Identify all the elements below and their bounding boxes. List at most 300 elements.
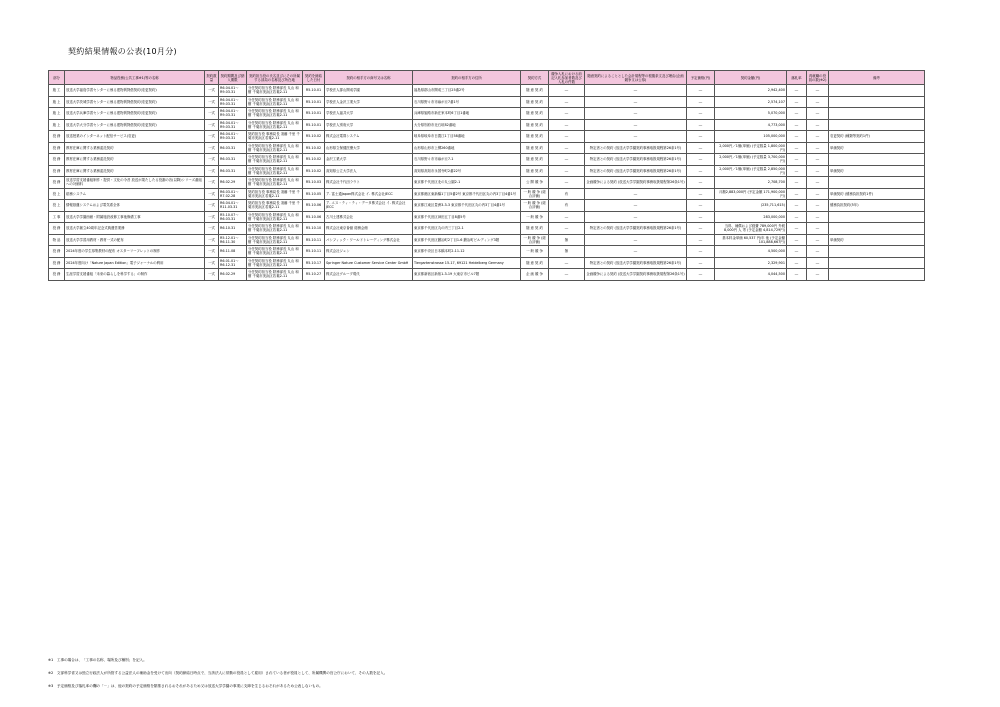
table-cell: 放送学習支援番組制作・提供・文化の今昔 放送が果たしたる役割の各(以降)シリーズ番組への対価料 <box>65 177 205 189</box>
table-cell: 企画競争による契約 (放送大学学園契約事務取扱規程第26条1号) <box>585 269 687 281</box>
table-cell: ― <box>787 108 807 120</box>
table-cell: ― <box>585 131 687 143</box>
table-cell: 当料、補償および経費 789,000円 外税8,000円 人 寄 (予定金額 4,814,729円) <box>715 223 787 235</box>
table-cell: 学校法人福井大学 <box>325 108 413 120</box>
table-cell: 随 意 契 約 <box>521 154 549 166</box>
table-cell: ― <box>687 188 715 200</box>
table-cell: 一式 <box>205 246 219 258</box>
table-cell: 一式 <box>205 223 219 235</box>
table-cell: R5.10.07～R6.03.31 <box>219 211 247 223</box>
table-cell: ― <box>807 96 829 108</box>
table-cell <box>829 211 925 223</box>
table-cell: 放送大学創立40周年記念式典運営業務 <box>65 223 205 235</box>
table-cell: R5.10.03 <box>303 177 325 189</box>
table-cell: 教材在庫に関する業務委託契約 <box>65 142 205 154</box>
table-cell: 単価契約 <box>829 165 925 177</box>
table-row <box>49 257 925 269</box>
table-cell: 株式会社ジェン <box>325 246 413 258</box>
table-cell: 役 上 <box>49 188 65 200</box>
column-header: 契約を締結した日付 <box>303 71 325 85</box>
table-cell: 放送大学兵庫学習センターに係る建物賃貸借契約(変更契約) <box>65 108 205 120</box>
table-cell: 東京都千代田区丸の内三丁目2-1 <box>413 223 521 235</box>
table-cell: ― <box>807 165 829 177</box>
table-cell: 一式 <box>205 131 219 143</box>
table-cell: ― <box>687 154 715 166</box>
table-cell: 基本料金単価 60,537 円/年 他 (予定金額 101,888,667円) <box>715 234 787 246</box>
table-cell: 一式 <box>205 108 219 120</box>
table-cell: 分任契約担当役 財務部長 丸山 和樹 千葉市美浜区若葉2-11 <box>247 177 303 189</box>
table-cell: ― <box>585 200 687 212</box>
table-cell: 学校法人別府大学 <box>325 119 413 131</box>
table-cell: ― <box>787 246 807 258</box>
column-header: 契約金額(円) <box>715 71 787 85</box>
table-cell: 一式 <box>205 119 219 131</box>
table-cell: R6.11.08 <box>219 246 247 258</box>
table-cell: R5.10.02 <box>303 131 325 143</box>
table-cell: ― <box>807 108 829 120</box>
table-cell: 5,070,000 <box>715 108 787 120</box>
table-cell: 放送大学茨城学習センターに係る建物賃貸借契約(変更契約) <box>65 96 205 108</box>
table-cell: 一式 <box>205 165 219 177</box>
table-row <box>49 223 925 235</box>
table-cell: ― <box>687 177 715 189</box>
table-cell: ― <box>807 234 829 246</box>
table-cell: ― <box>787 223 807 235</box>
table-cell: R5.10.01 <box>303 96 325 108</box>
table-cell: 一式 <box>205 257 219 269</box>
table-cell: ― <box>687 200 715 212</box>
table-cell: 単価契約 (債務負担契約1件) <box>829 188 925 200</box>
table-cell: ― <box>807 119 829 131</box>
table-cell: 株式会社電算システム <box>325 131 413 143</box>
table-cell: ― <box>787 234 807 246</box>
table-cell: 債務負担契約(5年) <box>829 200 925 212</box>
table-cell: 東京都新宿区新宿1-3-19 大東京市ビル7階 <box>413 269 521 281</box>
table-cell: R6.03.31 <box>219 165 247 177</box>
table-cell: 学校法人郡山開成学園 <box>325 85 413 97</box>
table-cell: 公 開 競 争 <box>521 177 549 189</box>
table-cell: 分任契約担当役 財務部長 丸山 和樹 千葉市美浜区若葉2-11 <box>247 223 303 235</box>
table-cell: 契約担当役 事務局長 須藤 千里 千葉市美浜区若葉2-11 <box>247 131 303 143</box>
table-cell: R6.04.01～R9.03.31 <box>219 85 247 97</box>
table-cell: 一式 <box>205 154 219 166</box>
table-cell: (235,711,615) <box>715 200 787 212</box>
table-cell: 石川県野々市市扇が丘7番1号 <box>413 96 521 108</box>
table-cell: 総務システム <box>65 188 205 200</box>
table-cell: 高知県公立大学法人 <box>325 165 413 177</box>
table-cell: 一式 <box>205 269 219 281</box>
table-cell: 物 品 <box>49 234 65 246</box>
table-cell: 役 務 <box>49 257 65 269</box>
table-cell: ― <box>585 188 687 200</box>
table-cell: ― <box>807 257 829 269</box>
column-header: 競争入札における前記入札参加者数及び入札の件数 <box>549 71 585 85</box>
table-cell: 大分県別府市北石垣82番地 <box>413 119 521 131</box>
table-cell: ― <box>687 119 715 131</box>
table-cell: 4,773,000 <box>715 119 787 131</box>
table-cell: 放送大学学習用教材・教材一式の配布 <box>65 234 205 246</box>
table-cell: ― <box>807 200 829 212</box>
table-cell: 2,000円／1個(単価) (予定数量 1,800,000円) <box>715 142 787 154</box>
table-cell: 随 意 契 約 <box>521 85 549 97</box>
table-cell: Tiergartenstrasse 15-17, 69121 Heidelberg Germany <box>413 257 521 269</box>
table-cell: 役 上 <box>49 200 65 212</box>
table-cell <box>829 85 925 97</box>
table-cell: R5.10.06 <box>303 211 325 223</box>
footnotes <box>48 658 948 697</box>
table-cell: R6.04.01～R9.03.31 <box>219 119 247 131</box>
table-cell: 役 務 <box>49 154 65 166</box>
table-cell: 月額2,883,000円 (予定金額 171,900,000円) <box>715 188 787 200</box>
table-row <box>49 154 925 166</box>
table-cell: R6.02.29 <box>219 177 247 189</box>
table-cell: ― <box>807 177 829 189</box>
table-cell: 役 務 <box>49 269 65 281</box>
table-cell: 随 意 契 約 <box>521 142 549 154</box>
table-header-row <box>49 71 925 85</box>
table-cell: 分任契約担当役 財務部長 丸山 和樹 千葉市美浜区若葉2-11 <box>247 234 303 246</box>
table-cell: 随 意 契 約 <box>521 165 549 177</box>
table-cell: 施 工 <box>49 85 65 97</box>
table-cell: ― <box>787 142 807 154</box>
table-cell: ― <box>549 96 585 108</box>
table-cell: 放送大学学園西館・附属施設改修工事他修繕工事 <box>65 211 205 223</box>
table-cell <box>829 246 925 258</box>
table-cell: ― <box>585 119 687 131</box>
table-cell: 随 意 契 約 <box>521 96 549 108</box>
table-cell: ― <box>807 246 829 258</box>
table-cell: R6.02.29 <box>219 269 247 281</box>
table-row <box>49 234 925 246</box>
table-cell: ― <box>549 211 585 223</box>
table-cell: R6.03.31 <box>219 142 247 154</box>
table-cell: 兵庫県姫路市新在家本町6丁目1番地 <box>413 108 521 120</box>
table-cell: 105,000,000 <box>715 131 787 143</box>
table-cell: 一 般 競 争 (総合評価) <box>521 234 549 246</box>
table-cell: 一式 <box>205 142 219 154</box>
table-cell: R6.01.01～R6.12.31 <box>219 257 247 269</box>
table-cell <box>829 154 925 166</box>
table-cell: 株式会社東京會舘 総務会館 <box>325 223 413 235</box>
table-cell: 特定者との契約 (放送大学学園契約事務取扱規程第26条1号) <box>585 223 687 235</box>
table-cell: ― <box>807 188 829 200</box>
table-cell: R5.12.01～R6.11.30 <box>219 234 247 246</box>
table-cell: 金沢工業大学 <box>325 154 413 166</box>
table-cell: ― <box>549 119 585 131</box>
table-cell: 古川土建株式会社 <box>325 211 413 223</box>
table-cell: 2,574,107 <box>715 96 787 108</box>
table-cell: R5.10.02 <box>303 154 325 166</box>
table-cell: ― <box>787 257 807 269</box>
table-cell: 工 事 <box>49 211 65 223</box>
table-cell: ― <box>687 234 715 246</box>
table-cell: 2,000円／1個(単価) (予定数量 2,850,000円) <box>715 165 787 177</box>
table-cell: 学校法人金沢工業大学 <box>325 96 413 108</box>
table-cell: ― <box>585 211 687 223</box>
table-cell: 役 務 <box>49 246 65 258</box>
table-cell: ― <box>549 142 585 154</box>
table-cell: ア. 富士通Japan株式会社 イ. 株式会社JECC <box>325 188 413 200</box>
table-cell <box>829 269 925 281</box>
table-cell: 役 務 <box>49 177 65 189</box>
table-row <box>49 85 925 97</box>
table-cell: 無 <box>549 234 585 246</box>
table-cell: ― <box>585 108 687 120</box>
column-header: 部分 <box>49 71 65 85</box>
column-header: 契約の相手方の商号又は名称 <box>325 71 413 85</box>
column-header: 物品役務(公共工事※1)等の名称 <box>65 71 205 85</box>
table-cell: ― <box>549 85 585 97</box>
table-cell: 随 意 契 約 <box>521 131 549 143</box>
table-cell: 分任契約担当役 財務部長 丸山 和樹 千葉市美浜区若葉2-11 <box>247 211 303 223</box>
table-cell: 役 務 <box>49 165 65 177</box>
table-cell: 分任契約担当役 財務部長 丸山 和樹 千葉市美浜区若葉2-11 <box>247 257 303 269</box>
table-cell: 企 画 競 争 <box>521 269 549 281</box>
table-cell: 分任契約担当役 財務部長 丸山 和樹 千葉市美浜区若葉2-11 <box>247 165 303 177</box>
table-cell: 分任契約担当役 財務部長 丸山 和樹 千葉市美浜区若葉2-11 <box>247 154 303 166</box>
table-cell: R5.10.06 <box>303 200 325 212</box>
table-cell <box>829 108 925 120</box>
table-cell: 2024年度の学生募集教材の配布 オスターリーフレットの制作 <box>65 246 205 258</box>
table-cell: 福島県郡山市開成三丁目25番2号 <box>413 85 521 97</box>
footnote: ※1 工事の場合は、「工事の名称、場所及び種別」を記入。 <box>48 658 147 662</box>
table-cell: ― <box>549 269 585 281</box>
table-cell: R6.10.31 <box>219 223 247 235</box>
table-cell: 高知県高知市永国寺町2番22号 <box>413 165 521 177</box>
table-cell: 教材在庫に関する業務委託契約 <box>65 165 205 177</box>
table-cell: R6.03.01～R7.02.28 <box>219 188 247 200</box>
column-header: 再就職の役員の数(※2) <box>807 71 829 85</box>
table-cell: ― <box>549 154 585 166</box>
table-cell: 契約担当役 事務局長 須藤 千里 千葉市美浜区若葉2-11 <box>247 200 303 212</box>
table-cell: 東京都千代田区北の丸公園2-1 <box>413 177 521 189</box>
table-cell: Springer Nature Customer Service Center GmbH <box>325 257 413 269</box>
table-cell: ― <box>787 154 807 166</box>
table-cell: 山形県山形市上柳260番地 <box>413 142 521 154</box>
table-cell: 放送授業のインターネット配信サービス(変更) <box>65 131 205 143</box>
table-cell: 施 上 <box>49 96 65 108</box>
table-cell: 株式会社千代田ラウト <box>325 177 413 189</box>
table-cell: 283,000,000 <box>715 211 787 223</box>
table-cell: 一 般 競 争 (総合評価) <box>521 200 549 212</box>
table-cell: 役 務 <box>49 131 65 143</box>
table-cell: 一式 <box>205 85 219 97</box>
table-row <box>49 96 925 108</box>
table-cell: 教材在庫に関する業務委託契約 <box>65 154 205 166</box>
table-cell: ― <box>687 165 715 177</box>
table-row <box>49 246 925 258</box>
table-cell: 山形県立保健医療大学 <box>325 142 413 154</box>
table-cell: ― <box>687 108 715 120</box>
table-cell: 施 上 <box>49 119 65 131</box>
table-cell: 東京都港区東新橋1丁目5番2号 東京都千代田区丸の内3丁目4番1号 <box>413 188 521 200</box>
table-cell: 随 意 契 約 <box>521 108 549 120</box>
table-cell: 分任契約担当役 財務部長 丸山 和樹 千葉市美浜区若葉2-11 <box>247 85 303 97</box>
table-cell: ― <box>787 96 807 108</box>
contract-results-table <box>48 70 925 281</box>
table-cell: ― <box>787 200 807 212</box>
table-cell: ― <box>687 85 715 97</box>
table-cell: 一式 <box>205 188 219 200</box>
table-cell: 一 般 競 争 (総合評価) <box>521 188 549 200</box>
table-cell: 2024年度向け「Nature Japan Edition」電子ジャーナルの利用 <box>65 257 205 269</box>
table-cell: ― <box>549 257 585 269</box>
table-cell: 一式 <box>205 177 219 189</box>
table-row <box>49 200 925 212</box>
table-cell: ― <box>687 223 715 235</box>
table-cell: ― <box>585 96 687 108</box>
table-cell: 東京都江東区豊洲3-3-3 東京都千代田区丸の内3丁目4番1号 <box>413 200 521 212</box>
table-cell: ― <box>585 246 687 258</box>
table-cell: ― <box>807 142 829 154</box>
table-cell: R6.04.01～R11.03.31 <box>219 200 247 212</box>
table-cell: ― <box>787 85 807 97</box>
table-cell: 生涯学習支援番組「未来の暮らしを科学する」の制作 <box>65 269 205 281</box>
table-cell: 契約担当役 事務局長 須藤 千里 千葉市美浜区若葉2-11 <box>247 188 303 200</box>
table-cell: ― <box>807 223 829 235</box>
table-cell: 役 務 <box>49 223 65 235</box>
table-row <box>49 269 925 281</box>
table-cell: ― <box>687 211 715 223</box>
table-cell: R6.03.31 <box>219 154 247 166</box>
table-cell <box>829 177 925 189</box>
table-cell: ― <box>687 257 715 269</box>
table-cell: ― <box>687 142 715 154</box>
table-cell: R5.10.01 <box>303 108 325 120</box>
table-cell: ― <box>687 131 715 143</box>
table-cell <box>829 119 925 131</box>
table-cell: ― <box>787 177 807 189</box>
table-row <box>49 188 925 200</box>
table-cell: R5.10.01 <box>303 85 325 97</box>
table-cell: 2,000円／1個(単価) (予定数量 3,700,000円) <box>715 154 787 166</box>
table-cell: ― <box>787 165 807 177</box>
table-cell: 放送大学大分学習センターに係る建物賃貸借契約(変更契約) <box>65 119 205 131</box>
column-header: 契約数量 <box>205 71 219 85</box>
table-cell: ― <box>549 177 585 189</box>
footnote: ※2 文部科学省又は独立行政法人が所管する公益法人の補助金を受けて出向（契約締結日時点で、当該法人に常勤の役員として雇用）されている者が役員として、所属機関の官公庁において、その人数を記入。 <box>48 671 388 675</box>
table-row <box>49 177 925 189</box>
table-cell: R5.10.02 <box>303 165 325 177</box>
table-cell: ― <box>585 85 687 97</box>
table-cell: 株式会社グループ現代 <box>325 269 413 281</box>
table-cell: 岐阜県岐阜市日置江1丁目58番地 <box>413 131 521 143</box>
table-cell: ― <box>549 165 585 177</box>
table-cell: 随 意 契 約 <box>521 223 549 235</box>
table-cell: ― <box>807 131 829 143</box>
table-cell: ― <box>807 269 829 281</box>
table-cell: ア. エヌ・ティ・ティ・データ株式会社 イ. 株式会社JECC <box>325 200 413 212</box>
column-header: 契約方式 <box>521 71 549 85</box>
table-cell: 一 般 競 争 <box>521 211 549 223</box>
table-cell: 施 上 <box>49 108 65 120</box>
table-cell: 随 意 契 約 <box>521 119 549 131</box>
table-cell: R5.10.11 <box>303 234 325 246</box>
table-cell: 東京都千代田区鍛冶町2丁目1-6 鍛冶町ビルディング3階 <box>413 234 521 246</box>
table-cell: ― <box>687 246 715 258</box>
footnote: ※3 予定価格及び落札率の欄の「－」は、他の契約の予定価格を類推されるおそれがあるため又は放送大学学園の事業に支障を生じるおそれがあるため公表しないもの。 <box>48 684 323 688</box>
column-header: 随意契約によることとした会計規程等の根拠条文及び理由(企画競争又は公募) <box>585 71 687 85</box>
table-cell: ― <box>687 269 715 281</box>
table-cell: 企画競争による契約 (放送大学学園契約事務取扱規程第26条1号) <box>585 177 687 189</box>
table-cell: 単価契約 <box>829 142 925 154</box>
table-cell: 分任契約担当役 財務部長 丸山 和樹 千葉市美浜区若葉2-11 <box>247 142 303 154</box>
table-cell: ― <box>787 119 807 131</box>
table-cell: 変更契約 (種類等契約1件) <box>829 131 925 143</box>
table-row <box>49 108 925 120</box>
table-cell: 情報基盤システムおよび電気系全体 <box>65 200 205 212</box>
table-cell: 分任契約担当役 財務部長 丸山 和樹 千葉市美浜区若葉2-11 <box>247 269 303 281</box>
table-cell: 4,500,000 <box>715 246 787 258</box>
table-cell: ― <box>807 154 829 166</box>
table-cell: 一式 <box>205 211 219 223</box>
table-cell: 特定者との契約 (放送大学学園契約事務取扱規程第26条1号) <box>585 154 687 166</box>
page-title: 契約結果情報の公表(10月分) <box>68 47 177 56</box>
table-cell: 4,044,500 <box>715 269 787 281</box>
table-cell: 一式 <box>205 96 219 108</box>
table-cell: ― <box>787 131 807 143</box>
table-cell: 有 <box>549 188 585 200</box>
table-cell: 2,708,700 <box>715 177 787 189</box>
table-row <box>49 131 925 143</box>
table-cell: 石川県野々市市扇が丘7-1 <box>413 154 521 166</box>
table-cell: 特定者との契約 (放送大学学園契約事務取扱規程第26条1号) <box>585 142 687 154</box>
table-cell: 東京都千代田区神田五丁目8番5号 <box>413 211 521 223</box>
table-cell: 有 <box>549 200 585 212</box>
table-cell: 随 意 契 約 <box>521 257 549 269</box>
column-header: 予定価格(円) <box>687 71 715 85</box>
table-cell: R5.10.27 <box>303 269 325 281</box>
table-row <box>49 119 925 131</box>
table-cell: パシフィック・ワールドトレーディング株式会社 <box>325 234 413 246</box>
table-row <box>49 211 925 223</box>
column-header: 契約の相手方の住所 <box>413 71 521 85</box>
table-cell <box>829 96 925 108</box>
table-cell: R5.10.10 <box>303 223 325 235</box>
table-cell: 役 務 <box>49 142 65 154</box>
table-cell: ― <box>787 188 807 200</box>
table-cell: 分任契約担当役 財務部長 丸山 和樹 千葉市美浜区若葉2-11 <box>247 119 303 131</box>
table-cell: ― <box>549 223 585 235</box>
table-cell: R6.04.01～R9.03.31 <box>219 131 247 143</box>
table-cell: ― <box>807 85 829 97</box>
table-cell: ― <box>585 234 687 246</box>
column-header: 落札率 <box>787 71 807 85</box>
table-row <box>49 142 925 154</box>
table-cell: 一式 <box>205 234 219 246</box>
column-header: 契約期間及び納入期限 <box>219 71 247 85</box>
column-header: 契約担当役の氏名並びにその所属する部局の名称及び所在地 <box>247 71 303 85</box>
table-cell <box>829 223 925 235</box>
table-cell: 一式 <box>205 200 219 212</box>
table-cell: 単価契約 <box>829 234 925 246</box>
table-cell <box>829 257 925 269</box>
table-cell: 2,942,400 <box>715 85 787 97</box>
table-cell: ― <box>787 211 807 223</box>
table-cell: 分任契約担当役 財務部長 丸山 和樹 千葉市美浜区若葉2-11 <box>247 108 303 120</box>
table-cell: R5.10.01 <box>303 119 325 131</box>
table-cell: R6.04.01～R9.03.31 <box>219 96 247 108</box>
table-cell: R5.10.11 <box>303 246 325 258</box>
column-header: 備考 <box>829 71 925 85</box>
table-cell: ― <box>807 211 829 223</box>
table-cell: 無 <box>549 246 585 258</box>
table-cell: ― <box>787 269 807 281</box>
table-cell: 一 般 競 争 <box>521 246 549 258</box>
table-cell: 2,329,901 <box>715 257 787 269</box>
table-cell: 分任契約担当役 財務部長 丸山 和樹 千葉市美浜区若葉2-11 <box>247 96 303 108</box>
table-cell: 放送大学福島学習センターに係る建物賃貸借契約(変更契約) <box>65 85 205 97</box>
